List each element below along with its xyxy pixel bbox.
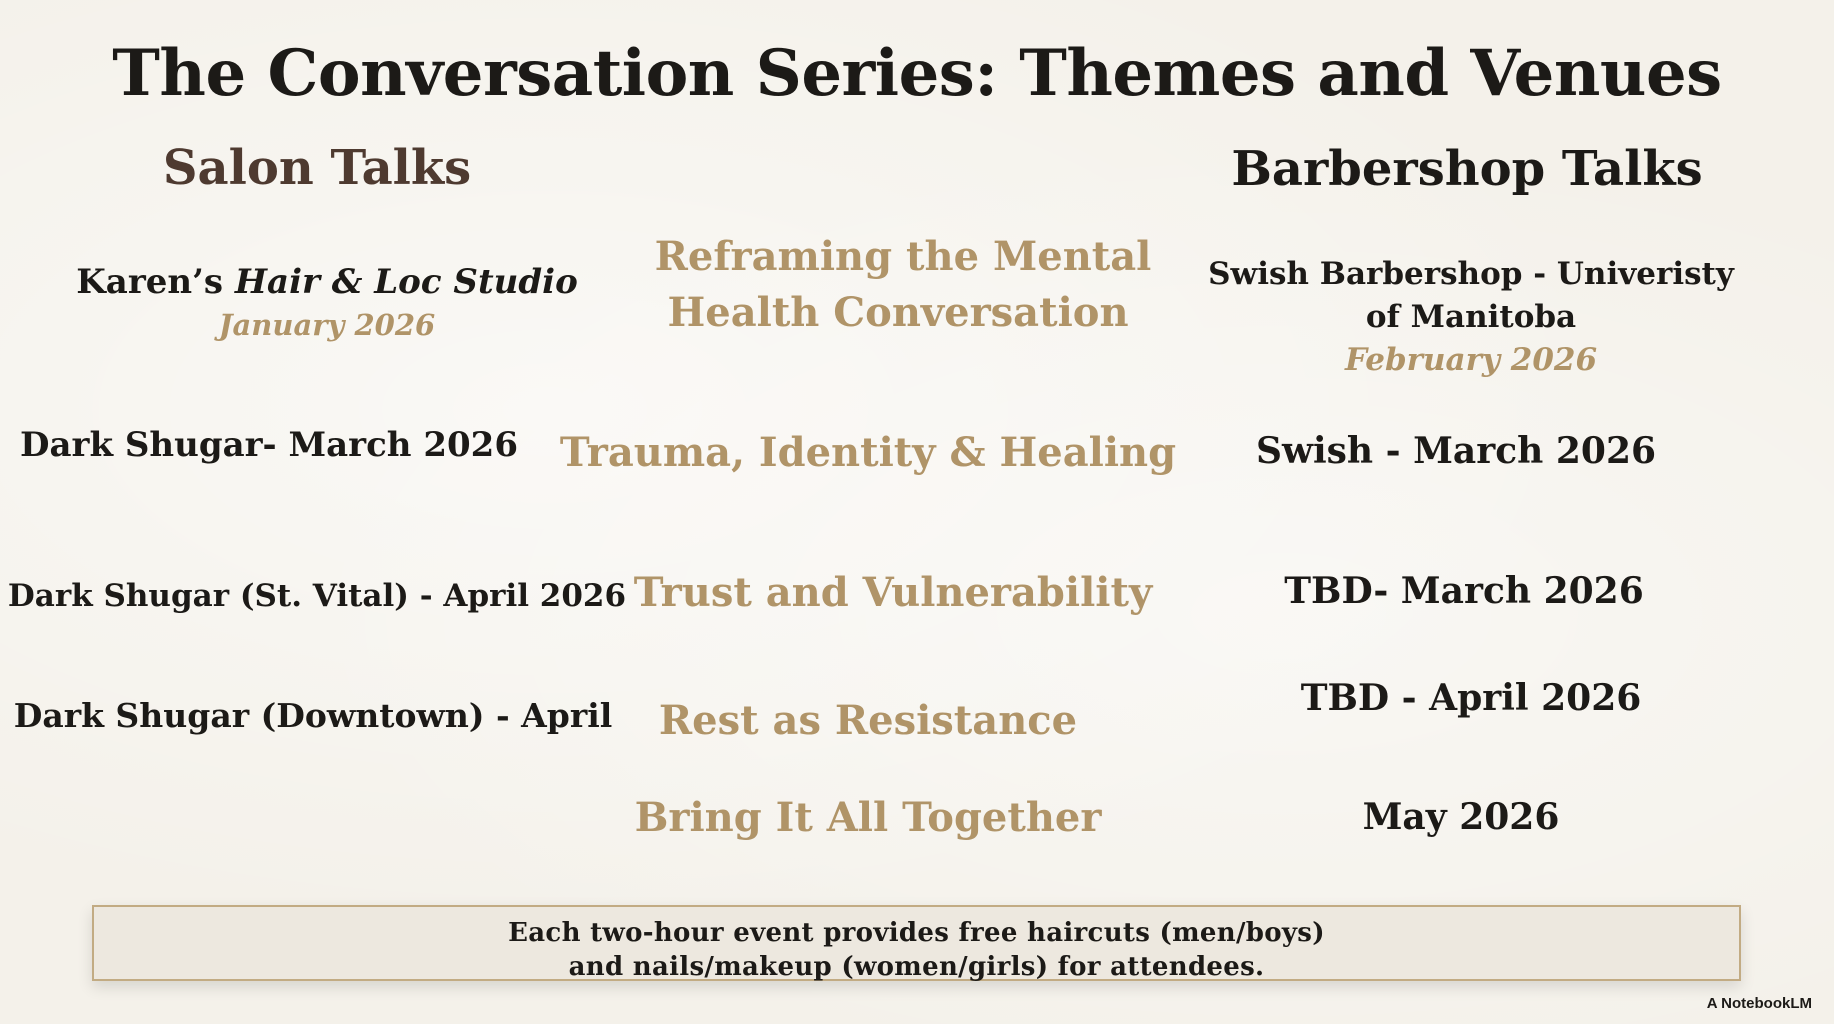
barber-venue-tbd-april: TBD - April 2026 (1300, 677, 1642, 719)
barber-venue-swish-date: February 2026 (1344, 342, 1598, 378)
salon-venue-dark-shugar-st-vital: Dark Shugar (St. Vital) - April 2026 (7, 578, 627, 614)
salon-venue-dark-shugar: Dark Shugar- March 2026 (20, 425, 518, 465)
theme-rest-as-resistance: Rest as Resistance (658, 697, 1078, 744)
barber-venue-swish-line1: Swish Barbershop - Univeristy (1208, 256, 1734, 292)
theme-trust-vulnerability: Trust and Vulnerability (633, 569, 1153, 616)
event-note-box (92, 905, 1741, 981)
barber-venue-swish-march: Swish - March 2026 (1255, 430, 1657, 472)
theme-trauma-identity-healing: Trauma, Identity & Healing (559, 429, 1177, 476)
theme-bring-it-all-together: Bring It All Together (634, 794, 1102, 841)
salon-venue-karens-name: Karen’s (76, 262, 235, 302)
event-note-line1: Each two-hour event provides free haircuts (men/boys) (508, 918, 1325, 948)
notebooklm-watermark: A NotebookLM (1706, 995, 1812, 1012)
page-title: The Conversation Series: Themes and Venues (112, 36, 1722, 111)
salon-venue-karens-studio: Hair & Loc Studio (234, 262, 578, 302)
theme-reframing-line2: Health Conversation (667, 289, 1129, 336)
barber-venue-swish-line2: of Manitoba (1365, 299, 1577, 335)
barber-venue-may: May 2026 (1362, 796, 1560, 838)
salon-venue-karens-date: January 2026 (218, 308, 436, 342)
salon-venue-karens (76, 262, 578, 302)
salon-talks-heading: Salon Talks (162, 140, 472, 196)
barbershop-talks-heading: Barbershop Talks (1231, 141, 1703, 197)
theme-reframing-line1: Reframing the Mental (654, 233, 1152, 280)
salon-venue-dark-shugar-downtown: Dark Shugar (Downtown) - April (13, 696, 613, 735)
event-note-line2: and nails/makeup (women/girls) for attendees. (568, 952, 1265, 982)
barber-venue-tbd-march: TBD- March 2026 (1284, 570, 1644, 612)
